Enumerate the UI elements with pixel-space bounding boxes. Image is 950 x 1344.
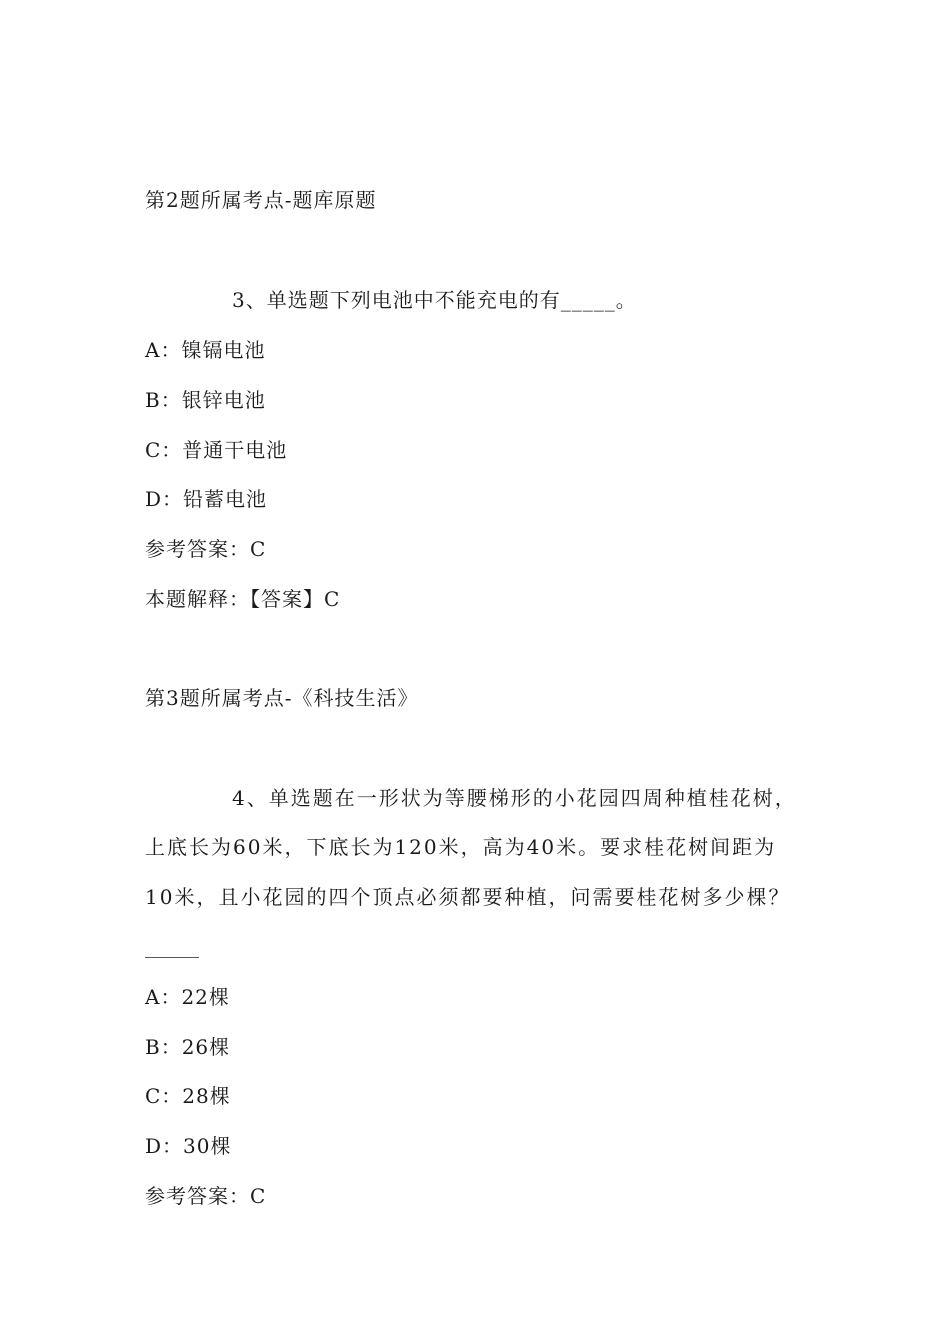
q4-option-c: C：28棵 xyxy=(145,1084,231,1108)
q3-topic-heading: 第3题所属考点-《科技生活》 xyxy=(145,686,419,710)
q4-question-stem-line-2: 上底长为60米，下底长为120米，高为40米。要求桂花树间距为 xyxy=(145,835,777,859)
q3-option-a: A：镍镉电池 xyxy=(145,338,266,362)
q4-question-stem-line-3: 10米，且小花园的四个顶点必须都要种植，问需要桂花树多少棵？ xyxy=(145,885,791,909)
answer-blank-line xyxy=(145,957,199,958)
q3-explanation: 本题解释：【答案】C xyxy=(145,587,341,611)
q3-option-c: C：普通干电池 xyxy=(145,438,288,462)
q4-question-stem-line-1: 4、单选题在一形状为等腰梯形的小花园四周种植桂花树， xyxy=(232,786,797,810)
q4-option-a: A：22棵 xyxy=(145,985,230,1009)
q2-topic-heading: 第2题所属考点-题库原题 xyxy=(145,188,377,212)
q4-option-b: B：26棵 xyxy=(145,1035,231,1059)
q4-reference-answer: 参考答案：C xyxy=(145,1184,267,1208)
q3-option-d: D：铅蓄电池 xyxy=(145,487,268,511)
q3-reference-answer: 参考答案：C xyxy=(145,537,267,561)
q3-question-stem: 3、单选题下列电池中不能充电的有_____。 xyxy=(232,288,637,312)
q4-option-d: D：30棵 xyxy=(145,1134,232,1158)
q3-option-b: B：银锌电池 xyxy=(145,388,266,412)
